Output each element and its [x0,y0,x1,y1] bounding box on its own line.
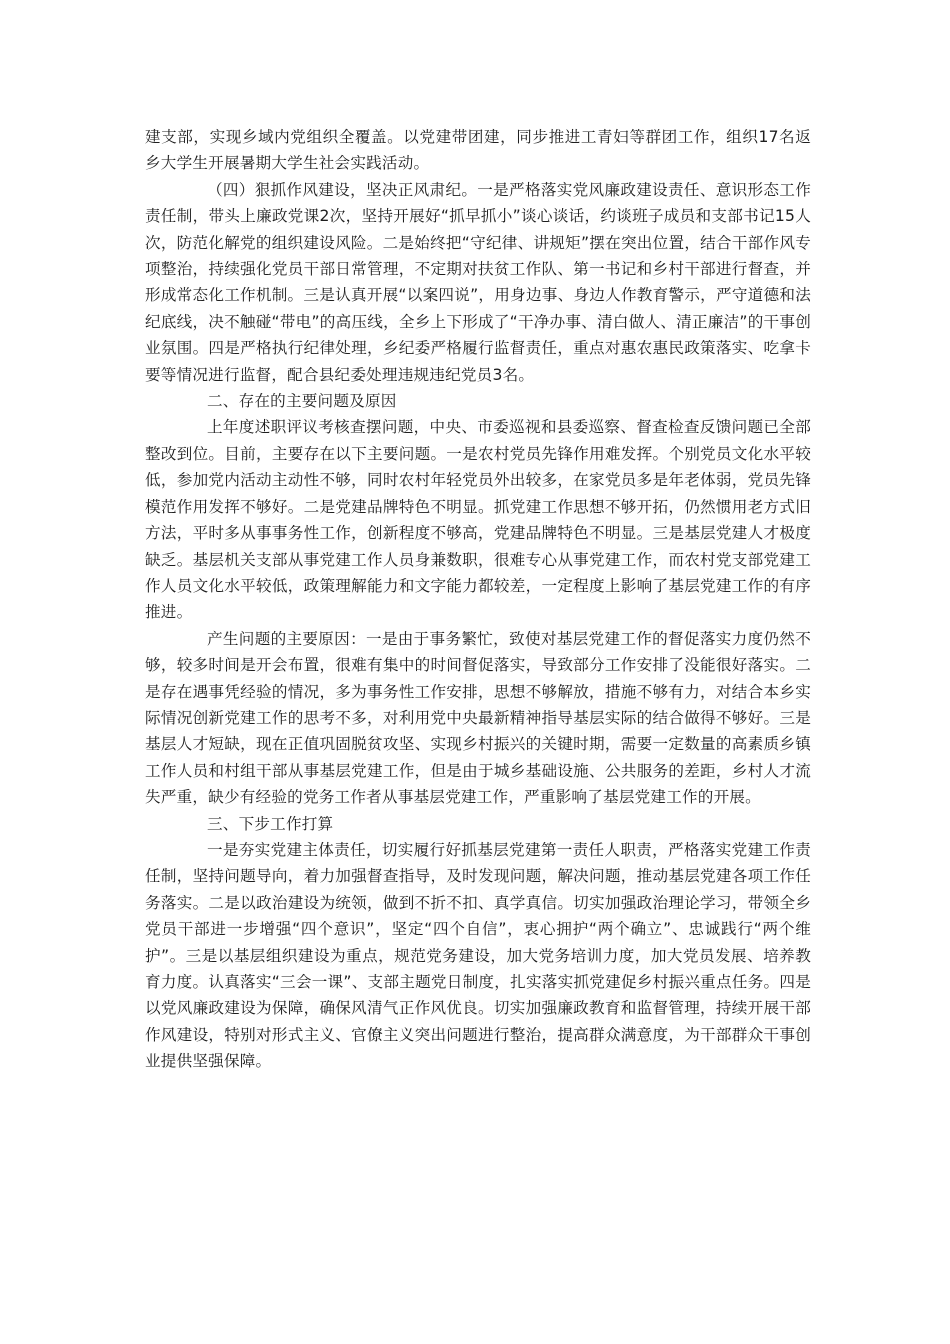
paragraph-causes: 产生问题的主要原因：一是由于事务繁忙，致使对基层党建工作的督促落实力度仍然不够，较多时间是开会布置，很难有集中的时间督促落实，导致部分工作安排了没能很好落实。二是存在遇事凭经验的情况，多为事务性工作安排，思想不够解放，措施不够有力，对结合本乡实际情况创新党建工作的思考不多，对利用党中央最新精神指导基层实际的结合做得不够好。三是基层人才短缺，现在正值巩固脱贫攻坚、实现乡村振兴的关键时期，需要一定数量的高素质乡镇工作人员和村组干部从事基层党建工作，但是由于城乡基础设施、公共服务的差距，乡村人才流失严重，缺少有经验的党务工作者从事基层党建工作，严重影响了基层党建工作的开展。 [145,629,811,807]
section-heading-next-steps: 三、下步工作打算 [207,814,334,833]
paragraph-problems: 上年度述职评议考核查摆问题，中央、市委巡视和县委巡察、督查检查反馈问题已全部整改到位。目前，主要存在以下主要问题。一是农村党员先锋作用难发挥。个别党员文化水平较低，参加党内活动主动性不够，同时农村年轻党员外出较多，在家党员多是年老体弱，党员先锋模范作用发挥不够好。二是党建品牌特色不明显。抓党建工作思想不够开拓，仍然惯用老方式旧方法，平时多从事事务性工作，创新程度不够高，党建品牌特色不明显。三是基层党建人才极度缺乏。基层机关支部从事党建工作人员身兼数职，很难专心从事党建工作，而农村党支部党建工作人员文化水平较低，政策理解能力和文字能力都较差，一定程度上影响了基层党建工作的有序推进。 [145,418,811,622]
paragraph-continuation: 建支部，实现乡域内党组织全覆盖。以党建带团建，同步推进工青妇等群团工作，组织17名返乡大学生开展暑期大学生社会实践活动。 [145,128,811,173]
document-page [145,124,811,1075]
paragraph-next-steps: 一是夯实党建主体责任，切实履行好抓基层党建第一责任人职责，严格落实党建工作责任制，坚持问题导向，着力加强督查指导，及时发现问题，解决问题，推动基层党建各项工作任务落实。二是以政治建设为统领，做到不折不扣、真学真信。切实加强政治理论学习，带领全乡党员干部进一步增强“四个意识”，坚定“四个自信”，衷心拥护“两个确立”、忠诚践行“两个维护”。三是以基层组织建设为重点，规范党务建设，加大党务培训力度，加大党员发展、培养教育力度。认真落实“三会一课”、支部主题党日制度，扎实落实抓党建促乡村振兴重点任务。四是以党风廉政建设为保障，确保风清气正作风优良。切实加强廉政教育和监督管理，持续开展干部作风建设，特别对形式主义、官僚主义突出问题进行整治，提高群众满意度，为干部群众干事创业提供坚强保障。 [145,840,811,1071]
paragraph-work-style: （四）狠抓作风建设，坚决正风肃纪。一是严格落实党风廉政建设责任、意识形态工作责任制，带头上廉政党课2次，坚持开展好“抓早抓小”谈心谈话，约谈班子成员和支部书记15人次，防范化解党的组织建设风险。二是始终把“守纪律、讲规矩”摆在突出位置，结合干部作风专项整治，持续强化党员干部日常管理，不定期对扶贫工作队、第一书记和乡村干部进行督查，并形成常态化工作机制。三是认真开展“以案四说”，用身边事、身边人作教育警示，严守道德和法纪底线，决不触碰“带电”的高压线，全乡上下形成了“干净办事、清白做人、清正廉洁”的干事创业氛围。四是严格执行纪律处理，乡纪委严格履行监督责任，重点对惠农惠民政策落实、吃拿卡要等情况进行监督，配合县纪委处理违规违纪党员3名。 [145,180,811,384]
section-heading-problems: 二、存在的主要问题及原因 [207,392,397,411]
